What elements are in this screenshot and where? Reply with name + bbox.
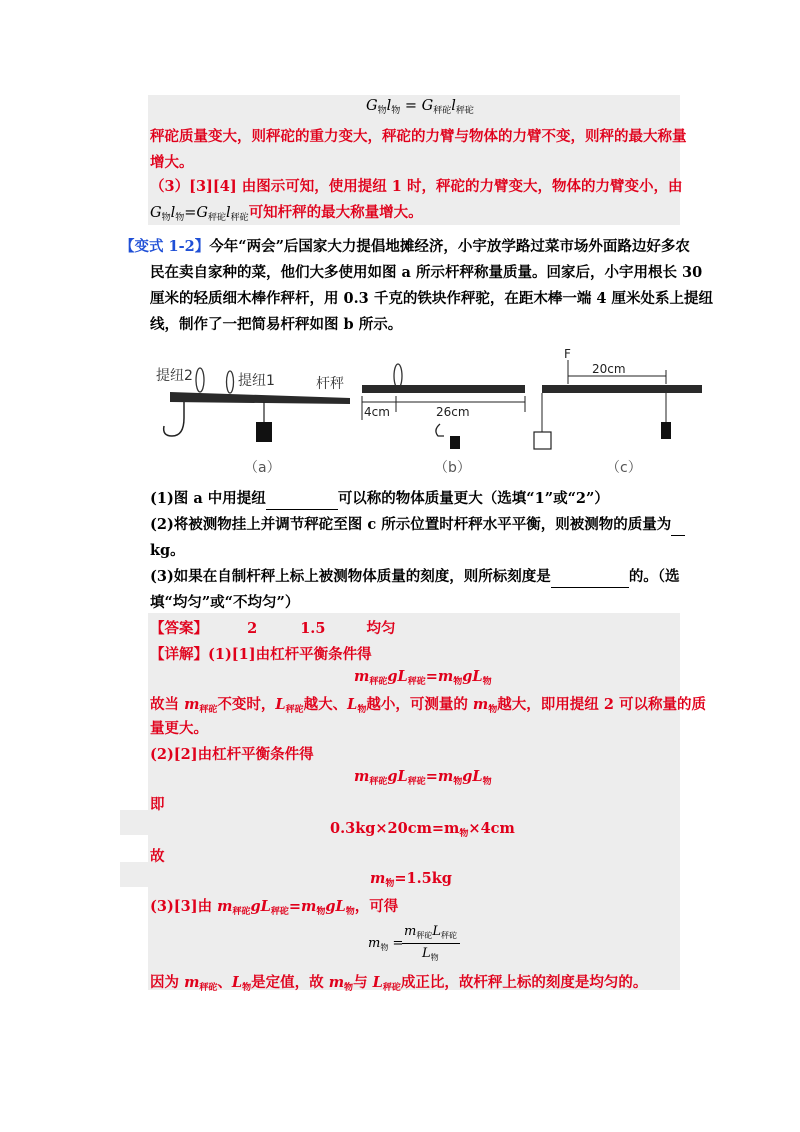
figure-b (362, 364, 525, 476)
answer-blank-3[interactable] (551, 573, 629, 588)
answer-blank-2[interactable] (671, 521, 685, 536)
weight-a (256, 422, 272, 442)
beam-b (362, 385, 525, 393)
caption-a: （a） (244, 460, 281, 476)
formula-result: $m_物=1.5kg$ (370, 870, 452, 889)
top-paragraph-1b: 增大。 (150, 154, 194, 171)
subquestion-3-tail: 填“均匀”或“不均匀”） (150, 594, 300, 611)
figure-c (534, 347, 702, 476)
subquestion-1: (1)图 a 中用提纽 可以称的物体质量更大（选填“1”或“2”） (150, 488, 609, 510)
answer-line: 【答案】 2 1.5 均匀 (150, 620, 396, 637)
detail-gu: 故 (150, 848, 165, 865)
subquestion-2-tail: kg。 (150, 542, 185, 559)
question-tag: 【变式 1-2】 (120, 238, 210, 255)
beam-c (542, 385, 702, 393)
label-F: F (564, 347, 571, 361)
detail-line-1: 【详解】(1)[1]由杠杆平衡条件得 (150, 646, 372, 663)
left-gray-strip-2 (120, 862, 150, 887)
detail-ji: 即 (150, 796, 165, 813)
detail-line-5: 因为 $m_{秤砣}$、$L_物$是定值，故 $m_物$与 $L_{秤砣}$成正比，故杆秤上标的刻度是均匀的。 (150, 974, 648, 993)
steelyard-figure (150, 340, 710, 480)
label-knob-2: 提纽2 (156, 368, 193, 384)
hook-b (436, 424, 444, 436)
top-paragraph-2: （3）[3][4] 由图示可知，使用提纽 1 时，秤砣的力臂变大，物体的力臂变小，由 (150, 178, 683, 195)
answer-blank-1[interactable] (266, 495, 338, 510)
label-beam: 杆秤 (316, 376, 344, 392)
formula-moment-balance: $G_物l_物 = G_{秤砣}l_{秤砣}$ (366, 98, 474, 116)
detail-line-3: (2)[2]由杠杆平衡条件得 (150, 746, 314, 763)
knob-2-loop (196, 368, 204, 392)
formula-substitution: $0.3kg\times 20cm=m_物\times 4cm$ (330, 820, 515, 839)
caption-b: （b） (434, 460, 471, 476)
question-line-1: 【变式 1-2】今年“两会”后国家大力提倡地摊经济，小宇放学路过菜市场外面路边好多农 (120, 238, 690, 255)
question-line-2: 民在卖自家种的菜，他们大多使用如图 a 所示杆秤称量质量。回家后，小宇用根长 30 (150, 264, 703, 281)
label-26cm: 26cm (436, 405, 470, 419)
formula-mass-balance-1: $m_{秤砣}gL_{秤砣}=m_物gL_物$ (354, 668, 492, 687)
formula-mass-balance-2: $m_{秤砣}gL_{秤砣}=m_物gL_物$ (354, 768, 492, 787)
label-20cm: 20cm (592, 362, 626, 376)
top-paragraph-2b: $G_物l_物=G_{秤砣}l_{秤砣}$可知杆秤的最大称量增大。 (150, 204, 423, 223)
subquestion-3: (3)如果在自制杆秤上标上被测物体质量的刻度，则所标刻度是 的。（选 (150, 566, 680, 588)
question-line-4: 线，制作了一把简易杆秤如图 b 所示。 (150, 316, 403, 333)
object-c (534, 432, 551, 449)
knob-b-loop (394, 364, 402, 388)
detail-line-4: (3)[3]由 $m_{秤砣}gL_{秤砣}=m_物gL_物$，可得 (150, 898, 399, 917)
figure-a (156, 367, 350, 476)
label-knob-1: 提纽1 (238, 373, 275, 389)
label-4cm: 4cm (364, 405, 390, 419)
left-gray-strip-1 (120, 810, 150, 835)
knob-1-loop (227, 371, 234, 393)
weight-b (450, 436, 460, 449)
subquestion-2: (2)将被测物挂上并调节秤砣至图 c 所示位置时杆秤水平平衡，则被测物的质量为 (150, 514, 685, 536)
caption-c: （c） (606, 460, 642, 476)
beam-a (170, 392, 350, 404)
detail-line-2b: 量更大。 (150, 720, 208, 737)
weight-c (661, 422, 671, 439)
top-paragraph-1: 秤砣质量变大，则秤砣的重力变大，秤砣的力臂与物体的力臂不变，则秤的最大称量 (150, 128, 687, 145)
hook-a (164, 402, 184, 436)
question-line-3: 厘米的轻质细木棒作秤杆，用 0.3 千克的铁块作秤驼，在距木棒一端 4 厘米处系上提纽 (150, 290, 714, 307)
detail-line-2: 故当 $m_{秤砣}$不变时，$L_{秤砣}$越大、$L_物$越小，可测量的 $m_物$越大，即用提纽 2 可以称量的质 (150, 696, 706, 715)
